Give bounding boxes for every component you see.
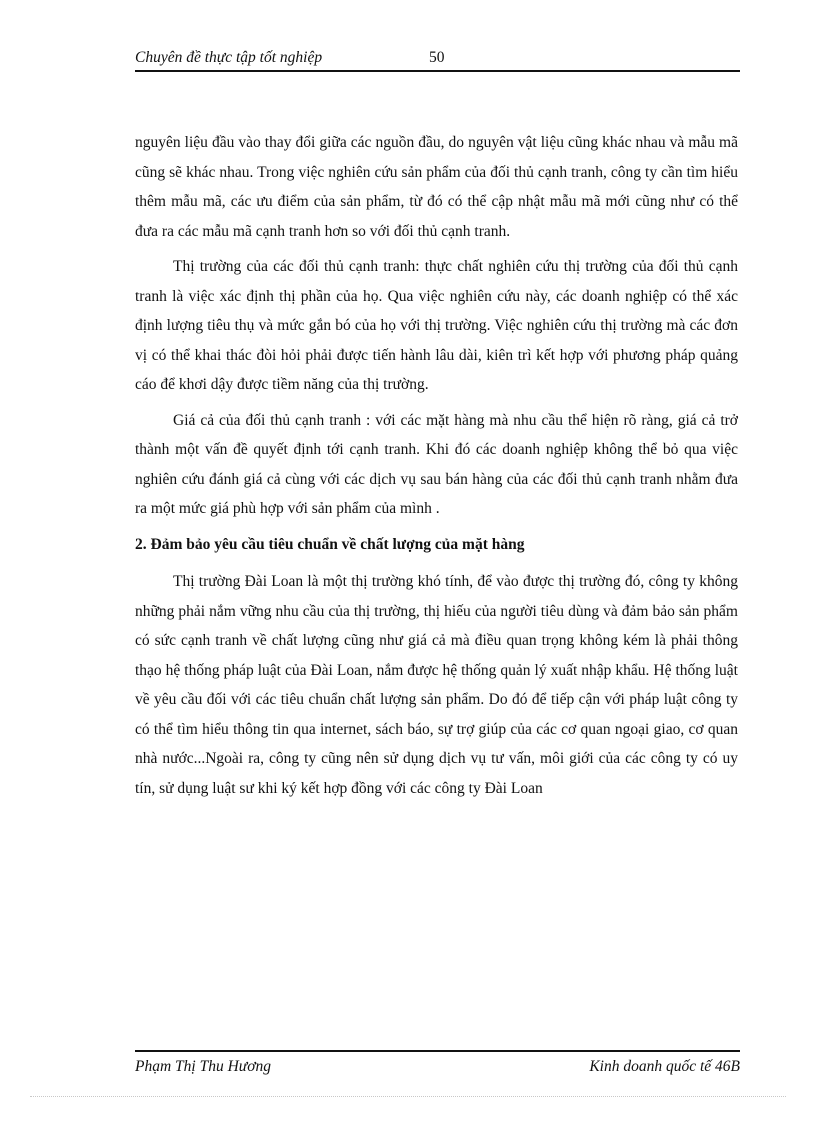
section-heading: 2. Đảm bảo yêu cầu tiêu chuẩn về chất lượng của mặt hàng xyxy=(135,535,525,553)
paragraph-taiwan-market: Thị trường Đài Loan là một thị trường khó tính, để vào được thị trường đó, công ty không những phải nắm vững nhu cầu của thị trường, thị hiếu của người tiêu dùng và đảm bảo sản phẩm có sức cạnh tranh về chất lượng cũng như giá cả mà điều quan trọng không kém là phải thông thạo hệ thống pháp luật của Đài Loan, nắm được hệ thống quản lý xuất nhập khẩu. Hệ thống luật về yêu cầu đối với các tiêu chuẩn chất lượng sản phẩm. Do đó để tiếp cận với pháp luật công ty có thể tìm hiểu thông tin qua internet, sách báo, sự trợ giúp của các cơ quan ngoại giao, cơ quan nhà nước...Ngoài ra, công ty cũng nên sử dụng dịch vụ tư vấn, môi giới của các công ty có uy tín, sử dụng luật sư khi ký kết hợp đồng với các công ty Đài Loan xyxy=(135,573,738,797)
page-number: 50 xyxy=(429,49,445,66)
page-bottom-dotted-rule xyxy=(30,1096,786,1097)
footer-author: Phạm Thị Thu Hương xyxy=(135,1058,272,1075)
page-header xyxy=(135,48,740,72)
paragraph-continuation: nguyên liệu đầu vào thay đổi giữa các nguồn đầu, do nguyên vật liệu cũng khác nhau và mẫu mã cũng sẽ khác nhau. Trong việc nghiên cứu sản phẩm của đối thủ cạnh tranh, công ty cần tìm hiểu thêm mẫu mã, các ưu điểm của sản phẩm, từ đó có thể cập nhật mẫu mã mới cũng như có thể đưa ra các mẫu mã cạnh tranh hơn so với đối thủ cạnh tranh. xyxy=(135,134,738,240)
paragraph-competitor-market: Thị trường của các đối thủ cạnh tranh: thực chất nghiên cứu thị trường của đối thủ cạnh tranh là việc xác định thị phần của họ. Qua việc nghiên cứu này, các doanh nghiệp có thể xác định lượng tiêu thụ và mức gắn bó của họ với thị trường. Việc nghiên cứu thị trường mà các đơn vị có thể khai thác đòi hỏi phải được tiến hành lâu dài, kiên trì kết hợp với phương pháp quảng cáo để khơi dậy được tiềm năng của thị trường. xyxy=(135,258,738,393)
footer-class: Kinh doanh quốc tế 46B xyxy=(589,1058,740,1075)
page-content xyxy=(135,128,738,809)
page-footer xyxy=(135,1050,740,1074)
header-title: Chuyên đề thực tập tốt nghiệp xyxy=(135,49,323,66)
paragraph-competitor-price: Giá cả của đối thủ cạnh tranh : với các mặt hàng mà nhu cầu thể hiện rõ ràng, giá cả trở thành một vấn đề quyết định tới cạnh tranh. Khi đó các doanh nghiệp không thể bỏ qua việc nghiên cứu đánh giá cả cùng với các dịch vụ sau bán hàng của các đối thủ cạnh tranh nhằm đưa ra một mức giá phù hợp với sản phẩm của mình . xyxy=(135,411,738,517)
